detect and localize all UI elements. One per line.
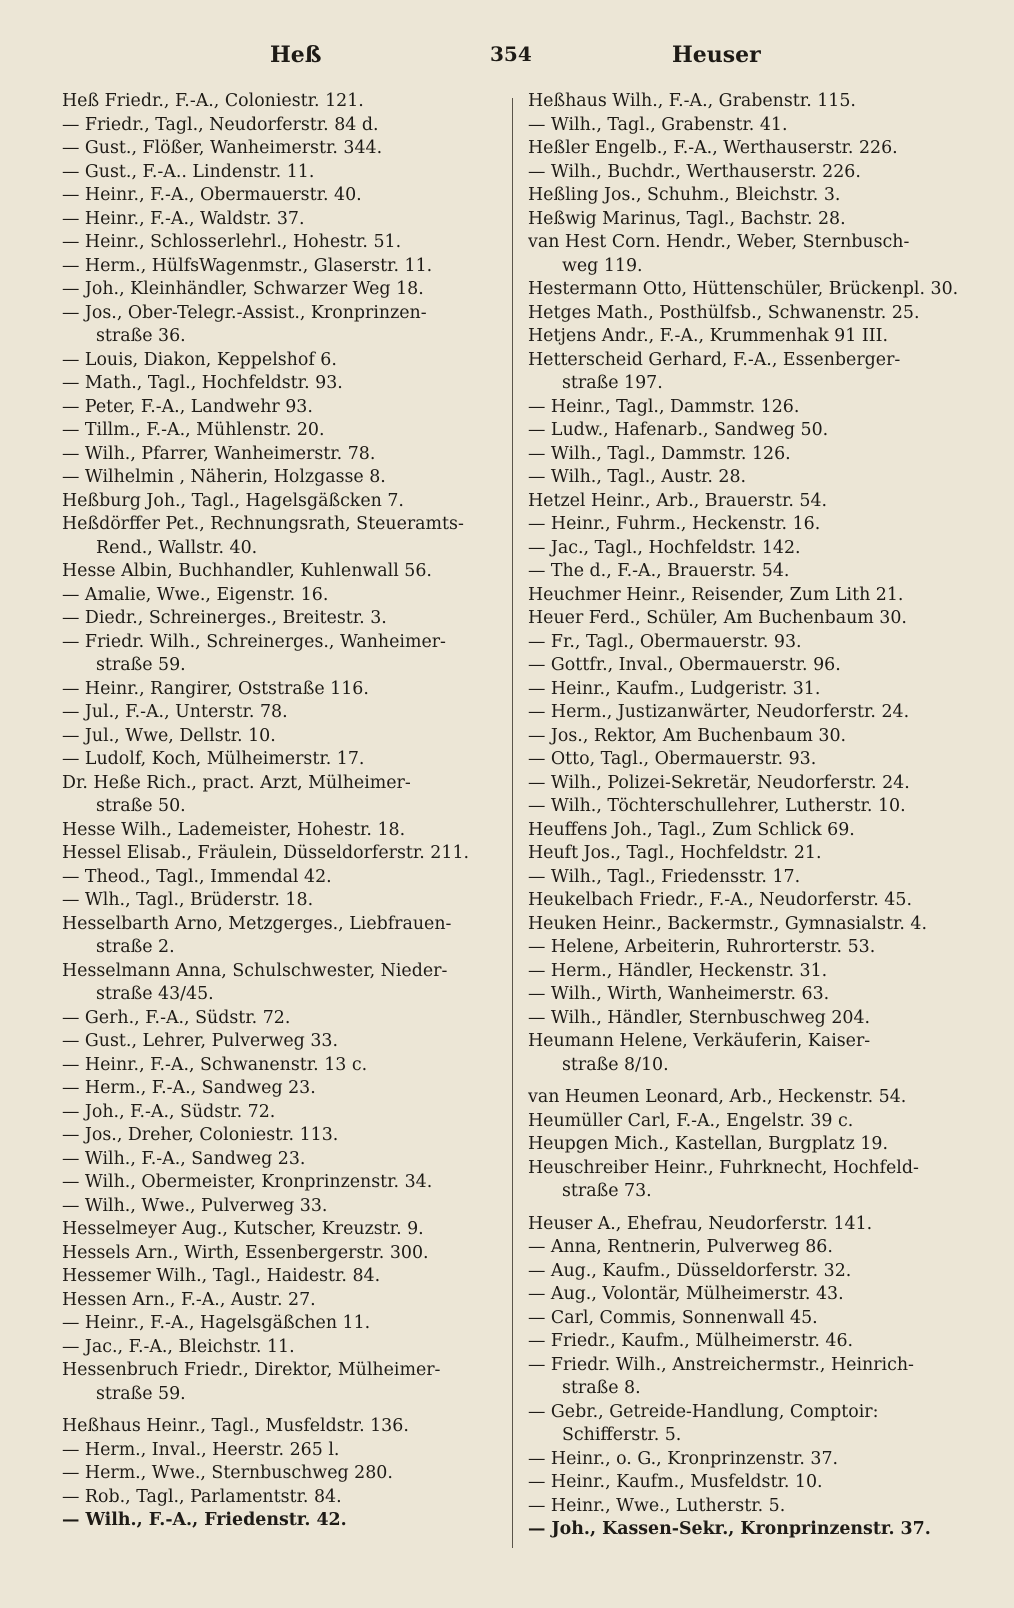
directory-entry: — Wilh., Tagl., Friedensstr. 17. — [528, 866, 801, 887]
directory-entry: — Gerh., F.-A., Südstr. 72. — [62, 1007, 291, 1028]
directory-entry: — Wilh., Polizei-Sekretär, Neudorferstr. 24. — [528, 772, 910, 793]
directory-entry: — Math., Tagl., Hochfeldstr. 93. — [62, 373, 343, 393]
directory-entry: — Joh., F.-A., Südstr. 72. — [62, 1101, 276, 1122]
directory-entry: — Amalie, Wwe., Eigenstr. 16. — [62, 584, 329, 605]
directory-entry: — Aug., Kaufm., Düsseldorferstr. 32. — [528, 1260, 852, 1281]
directory-entry: — Louis, Diakon, Keppelshof 6. — [62, 349, 337, 370]
directory-entry: — Heinr., Kaufm., Ludgeristr. 31. — [528, 678, 821, 699]
directory-entry: Heuken Heinr., Backermstr., Gymnasialstr. 4. — [528, 913, 927, 934]
directory-entry: straße 197. — [562, 373, 663, 393]
directory-entry: Hestermann Otto, Hüttenschüler, Brückenpl. 30. — [528, 279, 958, 299]
running-head-left: Heß — [270, 42, 322, 68]
directory-entry: — Wilh., Tagl., Austr. 28. — [528, 467, 747, 487]
directory-entry: Heß Friedr., F.-A., Coloniestr. 121. — [62, 91, 364, 111]
directory-entry: straße 73. — [562, 1181, 652, 1201]
directory-entry: — Wilh., Wirth, Wanheimerstr. 63. — [528, 984, 830, 1004]
directory-entry: van Heumen Leonard, Arb., Heckenstr. 54. — [528, 1087, 907, 1107]
directory-entry: Hesselbarth Arno, Metzgerges., Liebfrauen- — [62, 913, 452, 934]
directory-entry: — Wilh., Tagl., Dammstr. 126. — [528, 443, 791, 464]
directory-entry: — Gust., F.-A.. Lindenstr. 11. — [62, 161, 315, 182]
directory-entry: — Wlh., Tagl., Brüderstr. 18. — [62, 890, 314, 910]
directory-entry: Heukelbach Friedr., F.-A., Neudorferstr. 45. — [528, 890, 912, 910]
directory-entry: — Peter, F.-A., Landwehr 93. — [62, 396, 313, 417]
directory-entry: Hessemer Wilh., Tagl., Haidestr. 84. — [62, 1266, 381, 1286]
directory-entry: — Herm., Justizanwärter, Neudorferstr. 24. — [528, 702, 910, 722]
directory-entry: — Heinr., F.-A., Obermauerstr. 40. — [62, 185, 362, 205]
directory-entry: — Wilh., Händler, Sternbuschweg 204. — [528, 1007, 871, 1028]
directory-entry: Heuffens Joh., Tagl., Zum Schlick 69. — [528, 819, 855, 840]
directory-entry: Heuer Ferd., Schüler, Am Buchenbaum 30. — [528, 608, 907, 628]
directory-entry: Hesse Wilh., Lademeister, Hohestr. 18. — [62, 819, 406, 840]
directory-entry: — The d., F.-A., Brauerstr. 54. — [528, 561, 790, 581]
directory-entry: Hessels Arn., Wirth, Essenbergerstr. 300. — [62, 1242, 429, 1263]
directory-entry: straße 43/45. — [96, 984, 214, 1004]
directory-entry: — Gottfr., Inval., Obermauerstr. 96. — [528, 655, 841, 675]
directory-entry: Heuchmer Heinr., Reisender, Zum Lith 21. — [528, 584, 904, 605]
directory-entry: — Heinr., Kaufm., Musfeldstr. 10. — [528, 1472, 823, 1492]
directory-entry: — Jos., Dreher, Coloniestr. 113. — [62, 1125, 339, 1145]
directory-entry: Hetterscheid Gerhard, F.-A., Essenberger- — [528, 349, 901, 370]
directory-entry: Heupgen Mich., Kastellan, Burgplatz 19. — [528, 1134, 888, 1154]
directory-entry: straße 59. — [96, 655, 186, 675]
directory-entry: — Friedr. Wilh., Schreinerges., Wanheimer- — [62, 631, 446, 652]
directory-entry: — Heinr., Schlosserlehrl., Hohestr. 51. — [62, 232, 402, 252]
directory-entry: Hetzel Heinr., Arb., Brauerstr. 54. — [528, 490, 828, 511]
directory-entry: — Heinr., F.-A., Schwanenstr. 13 c. — [62, 1054, 368, 1075]
directory-entry: — Wilh., Buchdr., Werthauserstr. 226. — [528, 161, 861, 182]
directory-entry: Heßler Engelb., F.-A., Werthauserstr. 226. — [528, 138, 898, 158]
directory-entry: van Hest Corn. Hendr., Weber, Sternbusch- — [528, 232, 910, 252]
directory-entry: straße 50. — [96, 796, 186, 816]
directory-entry: — Joh., Kleinhändler, Schwarzer Weg 18. — [62, 279, 424, 299]
directory-entry: — Jos., Ober-Telegr.-Assist., Kronprinzen- — [62, 302, 427, 323]
directory-entry: — Fr., Tagl., Obermauerstr. 93. — [528, 631, 802, 652]
directory-entry: — Anna, Rentnerin, Pulverweg 86. — [528, 1237, 833, 1257]
directory-entry: — Heinr., o. G., Kronprinzenstr. 37. — [528, 1448, 839, 1469]
directory-entry: Heßling Jos., Schuhm., Bleichstr. 3. — [528, 185, 841, 205]
directory-entry: — Wilh., F.-A., Sandweg 23. — [62, 1148, 306, 1169]
directory-entry: — Ludw., Hafenarb., Sandweg 50. — [528, 420, 829, 440]
directory-entry: Hessel Elisab., Fräulein, Düsseldorferstr. 211. — [62, 843, 470, 863]
directory-entry: Heuft Jos., Tagl., Hochfeldstr. 21. — [528, 843, 822, 863]
directory-entry: straße 59. — [96, 1383, 186, 1404]
directory-entry: — Gust., Lehrer, Pulverweg 33. — [62, 1031, 338, 1051]
page-number: 354 — [490, 42, 532, 66]
directory-entry: — Wilh., Töchterschullehrer, Lutherstr. 10. — [528, 796, 906, 816]
directory-entry: weg 119. — [562, 255, 643, 276]
directory-entry: — Wilh., F.-A., Friedenstr. 42. — [62, 1510, 347, 1530]
directory-entry: — Friedr., Tagl., Neudorferstr. 84 d. — [62, 114, 379, 135]
left-column — [62, 90, 498, 1533]
right-column — [528, 90, 958, 1542]
directory-entry: — Heinr., Rangirer, Oststraße 116. — [62, 678, 369, 699]
directory-entry: Heßhaus Wilh., F.-A., Grabenstr. 115. — [528, 91, 856, 111]
directory-entry: — Aug., Volontär, Mülheimerstr. 43. — [528, 1284, 844, 1304]
directory-entry: — Joh., Kassen-Sekr., Kronprinzenstr. 37. — [528, 1519, 931, 1539]
column-divider — [512, 98, 513, 1548]
directory-entry: — Herm., HülfsWagenmstr., Glaserstr. 11. — [62, 255, 433, 276]
directory-entry: Heumann Helene, Verkäuferin, Kaiser- — [528, 1031, 871, 1051]
directory-entry: — Gebr., Getreide-Handlung, Comptoir: — [528, 1401, 879, 1422]
directory-entry: — Carl, Commis, Sonnenwall 45. — [528, 1307, 818, 1328]
directory-entry: Heuser A., Ehefrau, Neudorferstr. 141. — [528, 1213, 873, 1234]
directory-entry: — Jul., Wwe, Dellstr. 10. — [62, 725, 276, 746]
directory-entry: — Otto, Tagl., Obermauerstr. 93. — [528, 749, 817, 769]
directory-entry: Heßburg Joh., Tagl., Hagelsgäßcken 7. — [62, 490, 404, 511]
directory-entry: — Wilh., Pfarrer, Wanheimerstr. 78. — [62, 443, 376, 464]
directory-entry: — Ludolf, Koch, Mülheimerstr. 17. — [62, 749, 365, 769]
directory-entry: — Wilh., Wwe., Pulverweg 33. — [62, 1195, 328, 1216]
directory-entry: Hessenbruch Friedr., Direktor, Mülheimer- — [62, 1360, 441, 1380]
directory-entry: Heßdörffer Pet., Rechnungsrath, Steueramts- — [62, 514, 464, 534]
directory-entry: — Helene, Arbeiterin, Ruhrorterstr. 53. — [528, 937, 876, 957]
directory-entry: Hesselmeyer Aug., Kutscher, Kreuzstr. 9. — [62, 1219, 424, 1239]
directory-entry: — Heinr., Wwe., Lutherstr. 5. — [528, 1495, 786, 1516]
directory-entry: Hetges Math., Posthülfsb., Schwanenstr. 25. — [528, 302, 920, 323]
directory-entry: — Wilhelmin , Näherin, Holzgasse 8. — [62, 467, 386, 487]
directory-entry: — Herm., Wwe., Sternbuschweg 280. — [62, 1463, 393, 1483]
directory-entry: — Friedr., Kaufm., Mülheimerstr. 46. — [528, 1331, 854, 1351]
directory-entry: Dr. Heße Rich., pract. Arzt, Mülheimer- — [62, 772, 411, 793]
directory-entry: Heßhaus Heinr., Tagl., Musfeldstr. 136. — [62, 1416, 409, 1436]
directory-entry: — Theod., Tagl., Immendal 42. — [62, 866, 332, 887]
directory-entry: — Friedr. Wilh., Anstreichermstr., Heinrich- — [528, 1354, 914, 1375]
directory-entry: Schifferstr. 5. — [562, 1425, 682, 1445]
directory-entry: — Jos., Rektor, Am Buchenbaum 30. — [528, 725, 847, 746]
directory-entry: — Rob., Tagl., Parlamentstr. 84. — [62, 1486, 342, 1507]
directory-entry: — Herm., Händler, Heckenstr. 31. — [528, 960, 828, 981]
directory-entry: Heumüller Carl, F.-A., Engelstr. 39 c. — [528, 1110, 854, 1131]
running-head-right: Heuser — [672, 42, 761, 68]
directory-entry: Hessen Arn., F.-A., Austr. 27. — [62, 1289, 316, 1310]
directory-entry: — Tillm., F.-A., Mühlenstr. 20. — [62, 420, 325, 440]
directory-entry: — Heinr., Tagl., Dammstr. 126. — [528, 396, 800, 417]
page-header — [0, 42, 1014, 82]
directory-entry: — Diedr., Schreinerges., Breitestr. 3. — [62, 608, 387, 628]
directory-entry: straße 36. — [96, 326, 186, 346]
directory-entry: — Gust., Flößer, Wanheimerstr. 344. — [62, 138, 383, 158]
directory-entry: Rend., Wallstr. 40. — [96, 537, 258, 558]
directory-entry: Hetjens Andr., F.-A., Krummenhak 91 III. — [528, 326, 888, 346]
directory-entry: — Heinr., F.-A., Waldstr. 37. — [62, 208, 305, 229]
directory-entry: — Herm., Inval., Heerstr. 265 l. — [62, 1439, 340, 1460]
directory-entry: — Herm., F.-A., Sandweg 23. — [62, 1078, 316, 1098]
directory-entry: Hesse Albin, Buchhandler, Kuhlenwall 56. — [62, 561, 432, 581]
directory-entry: Heuschreiber Heinr., Fuhrknecht, Hochfeld- — [528, 1157, 919, 1178]
directory-entry: Heßwig Marinus, Tagl., Bachstr. 28. — [528, 208, 846, 229]
directory-entry: — Jac., F.-A., Bleichstr. 11. — [62, 1336, 295, 1357]
directory-entry: — Heinr., Fuhrm., Heckenstr. 16. — [528, 514, 821, 534]
directory-entry: straße 8/10. — [562, 1054, 669, 1075]
directory-entry: straße 2. — [96, 937, 175, 957]
directory-entry: — Wilh., Obermeister, Kronprinzenstr. 34. — [62, 1172, 433, 1192]
directory-entry: — Heinr., F.-A., Hagelsgäßchen 11. — [62, 1313, 371, 1333]
directory-entry: — Wilh., Tagl., Grabenstr. 41. — [528, 114, 788, 135]
directory-entry: Hesselmann Anna, Schulschwester, Nieder- — [62, 960, 448, 981]
directory-entry: straße 8. — [562, 1378, 641, 1398]
directory-entry: — Jac., Tagl., Hochfeldstr. 142. — [528, 537, 801, 558]
directory-entry: — Jul., F.-A., Unterstr. 78. — [62, 702, 288, 722]
